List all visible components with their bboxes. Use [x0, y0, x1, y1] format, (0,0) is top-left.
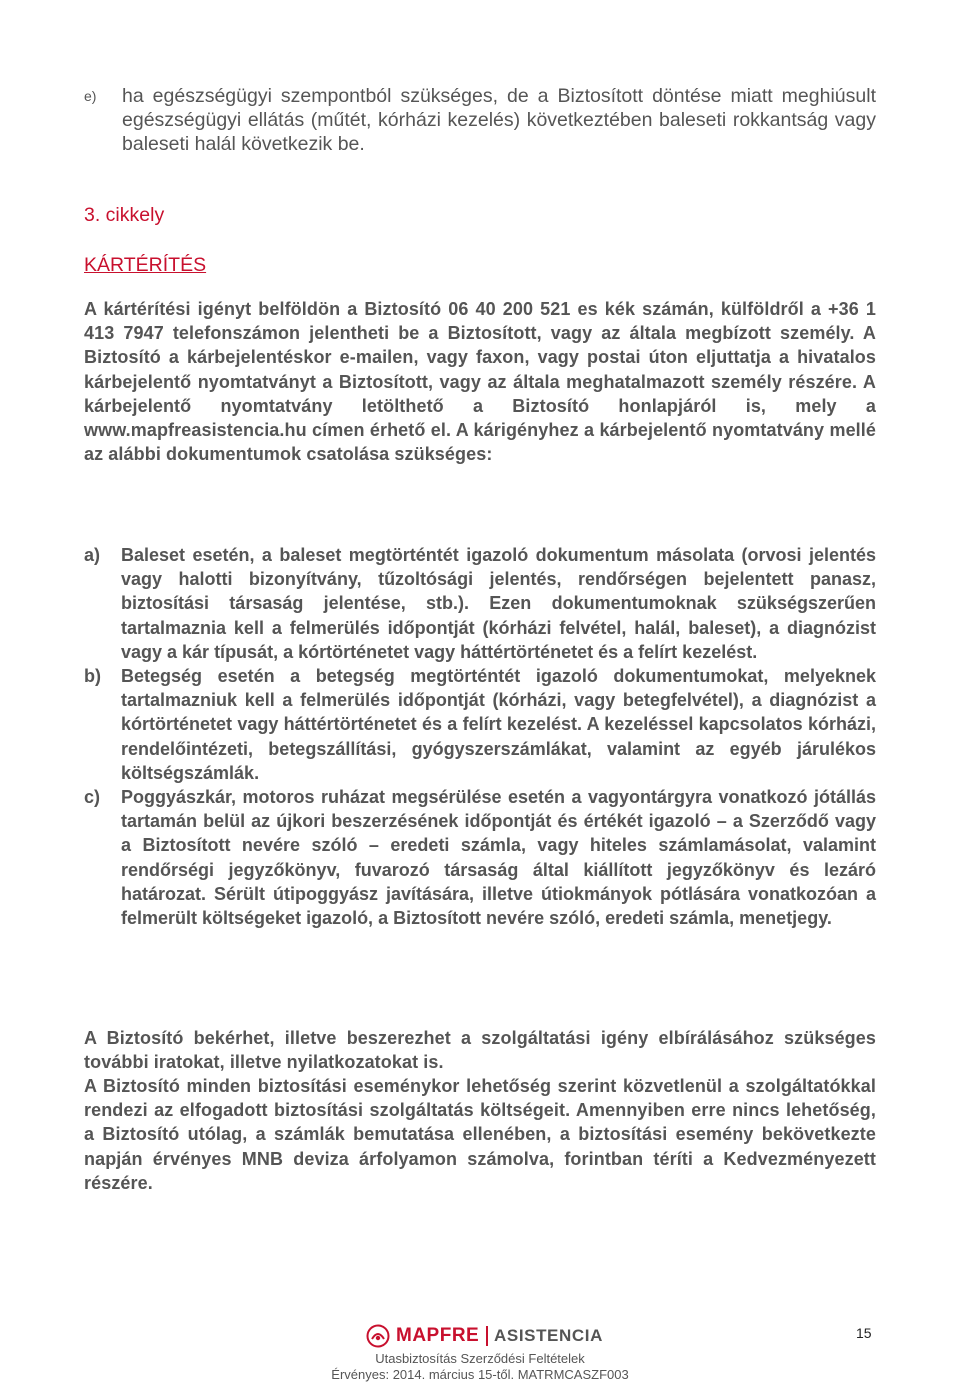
list-item-text: Baleset esetén, a baleset megtörténtét igazoló dokumentum másolata (orvosi jelentés vagy halotti bizonyítvány, tűzoltósági jelentés, rendőrségen bejelentett panasz, biztosítási társaság jelentése, stb.). Ezen dokumentumoknak szükségszerűen tartalmaznia kell a felmerülés időpontját (kórházi felvétel, halál, baleset), a diagnózist vagy a kár típusát, a kórtörténetet vagy háttértörténetet és a felírt kezelést.	[121, 545, 876, 662]
list-item	[84, 785, 876, 930]
list-item-e	[84, 84, 876, 156]
additional-documents-paragraph: A Biztosító bekérhet, illetve beszerezhet a szolgáltatási igény elbírálásához szükséges további iratokat, illetve nyilatkozatokat is.	[84, 1028, 876, 1073]
list-item	[84, 664, 876, 785]
footer-document-title: Utasbiztosítás Szerződési Feltételek	[375, 1351, 585, 1366]
list-marker: b)	[84, 666, 101, 687]
logo-brand-text: MAPFRE	[396, 1325, 480, 1346]
logo-divider	[486, 1326, 488, 1346]
claims-paragraph: A kártérítési igényt belföldön a Biztosító 06 40 200 521 es kék számán, külföldről a +36 1 413 7947 telefonszámon jelentheti be a Biztosított, vagy az általa megbízott személy. A Biztosító a kárbejelentéskor e-mailen, vagy faxon, vagy postai úton eljuttatja a hivatalos kárbejelentő nyomtatványt a Biztosított, vagy az általa meghatalmazott személy részére. A kárbejelentő nyomtatvány letölthető a Biztosító honlapjáról is, mely a www.mapfreasistencia.hu címen érhető el. A kárigényhez a kárbejelentő nyomtatvány mellé az alábbi dokumentumok csatolása szükséges:	[84, 299, 876, 465]
footer-validity: Érvényes: 2014. március 15-től. MATRMCASZF003	[331, 1367, 629, 1382]
list-marker: c)	[84, 787, 101, 808]
list-item	[84, 543, 876, 664]
settlement-paragraph: A Biztosító minden biztosítási eseménykor lehetőség szerint közvetlenül a szolgáltatókkal rendezi az elfogadott biztosítási szolgáltatás költségeit. Amennyiben erre nincs lehetőség, a Biztosító utólag, a számlák bemutatása ellenében, a biztosítási esemény bekövetkezte napján érvényes MNB deviza árfolyamon számolva, forintban téríti a Kedvezményezett részére.	[84, 1076, 876, 1193]
list-marker: a)	[84, 545, 101, 565]
section-title: KÁRTÉRÍTÉS	[84, 254, 207, 276]
page-number: 15	[856, 1325, 872, 1341]
list-marker: e)	[84, 88, 97, 104]
logo-sub-text: ASISTENCIA	[494, 1326, 603, 1345]
mapfre-emblem-icon	[366, 1324, 390, 1348]
list-item-text: Betegség esetén a betegség megtörténtét igazoló dokumentumokat, melyeknek tartalmazniuk kell a felmerülés időpontját (kórházi, vagy betegfelvétel), a diagnózist a kórtörténetet vagy háttértörténetet és a felírt kezelést. A kezeléssel kapcsolatos kórházi, rendelőintézeti, betegszállítási, gyógyszerszámlákat, valamint az egyéb járulékos költségszámlák.	[121, 666, 876, 783]
documents-list	[84, 543, 876, 930]
section-number: 3. cikkely	[84, 204, 165, 226]
list-item-text: Poggyászkár, motoros ruházat megsérülése esetén a vagyontárgyra vonatkozó jótállás tartamán belül az újkori beszerzésének időpontját és értékét igazoló – a Szerződő vagy a Biztosított nevére szóló – eredeti számla, vagy hiteles számlamásolat, valamint rendőrségi jegyzőkönyv, fuvarozó társaság által kiállított jegyzőkönyv és lezáró határozat. Sérült útipoggyász javítására, illetve útiokmányok pótlására vonatkozóan a felmerült költségeket igazoló, a Biztosított nevére szóló, eredeti számla, menetjegy.	[121, 787, 876, 929]
list-item-text: ha egészségügyi szempontból szükséges, de a Biztosított döntése miatt meghiúsult egészségügyi ellátás (műtét, kórházi kezelés) következtében baleseti rokkantság vagy baleseti halál következik be.	[122, 85, 876, 155]
mapfre-logo	[366, 1322, 606, 1350]
